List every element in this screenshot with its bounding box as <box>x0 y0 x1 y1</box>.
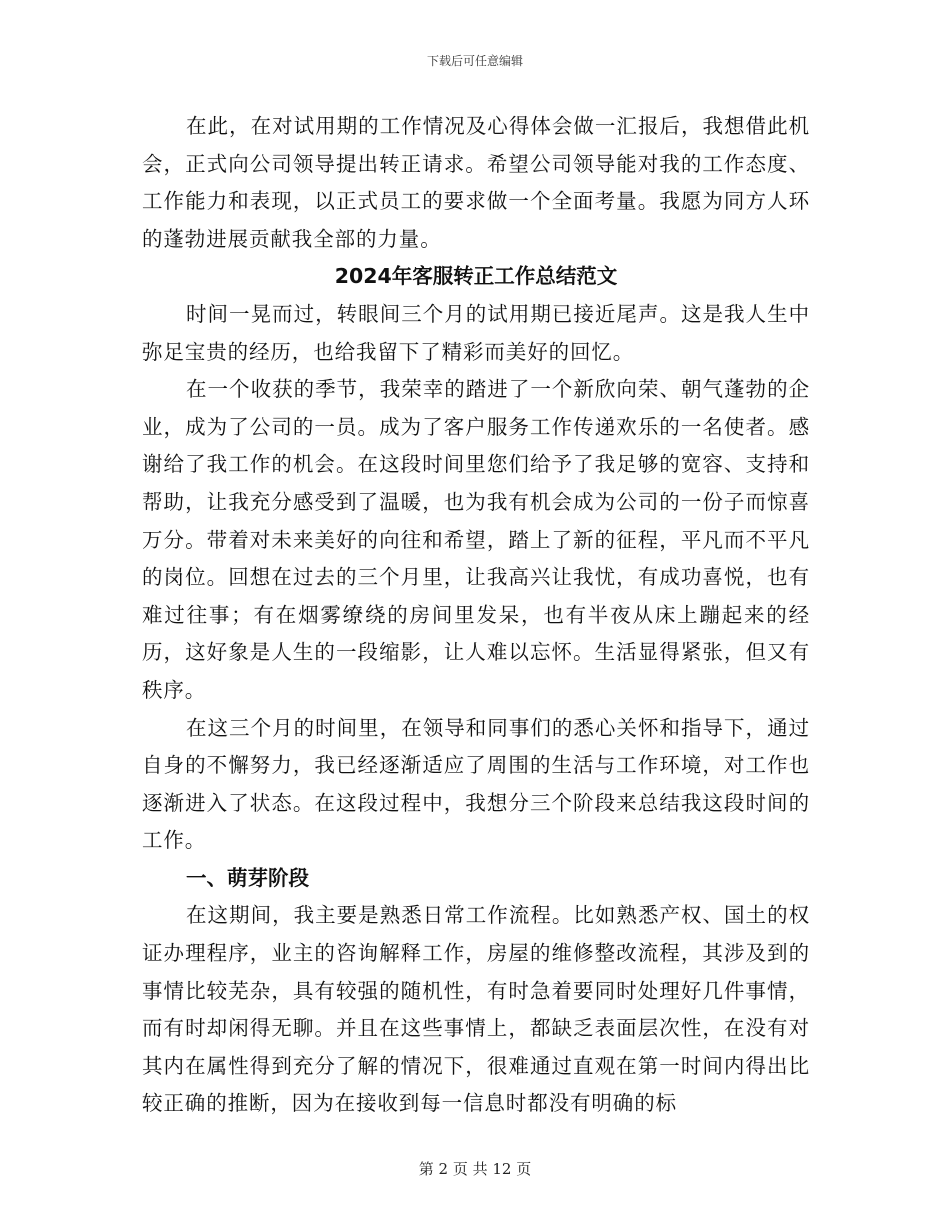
page-header: 下载后可任意编辑 <box>426 54 523 68</box>
document-body <box>142 108 810 1123</box>
paragraph-closing-request: 在此，在对试用期的工作情况及心得体会做一汇报后，我想借此机会，正式向公司领导提出转正请求。希望公司领导能对我的工作态度、工作能力和表现，以正式员工的要求做一个全面考量。我愿为同方人环的蓬勃进展贡献我全部的力量。 <box>142 114 810 251</box>
paragraph-joining: 在一个收获的季节，我荣幸的踏进了一个新欣向荣、朝气蓬勃的企业，成为了公司的一员。成为了客户服务工作传递欢乐的一名使者。感谢给了我工作的机会。在这段时间里您们给予了我足够的宽容、支持和帮助，让我充分感受到了温暖，也为我有机会成为公司的一份子而惊喜万分。带着对未来美好的向往和希望，踏上了新的征程，平凡而不平凡的岗位。回想在过去的三个月里，让我高兴让我忧，有成功喜悦，也有难过往事；有在烟雾缭绕的房间里发呆，也有半夜从床上蹦起来的经历，这好象是人生的一段缩影，让人难以忘怀。生活显得紧张，但又有秩序。 <box>142 377 810 702</box>
paragraph-intro: 时间一晃而过，转眼间三个月的试用期已接近尾声。这是我人生中弥足宝贵的经历，也给我留下了精彩而美好的回忆。 <box>142 301 810 364</box>
section-heading: 一、萌芽阶段 <box>186 865 309 890</box>
paragraph-stage-one: 在这期间，我主要是熟悉日常工作流程。比如熟悉产权、国土的权证办理程序，业主的咨询解释工作，房屋的维修整改流程，其涉及到的事情比较芜杂，具有较强的随机性，有时急着要同时处理好几件事情，而有时却闲得无聊。并且在这些事情上，都缺乏表面层次性，在没有对其内在属性得到充分了解的情况下，很难通过直观在第一时间内得出比较正确的推断，因为在接收到每一信息时都没有明确的标 <box>142 903 810 1116</box>
document-title: 2024年客服转正工作总结范文 <box>334 264 618 289</box>
page-number: 第 2 页 共 12 页 <box>418 1160 532 1178</box>
paragraph-three-months: 在这三个月的时间里，在领导和同事们的悉心关怀和指导下，通过自身的不懈努力，我已经逐渐适应了周围的生活与工作环境，对工作也逐渐进入了状态。在这段过程中，我想分三个阶段来总结我这段时间的工作。 <box>142 715 810 853</box>
